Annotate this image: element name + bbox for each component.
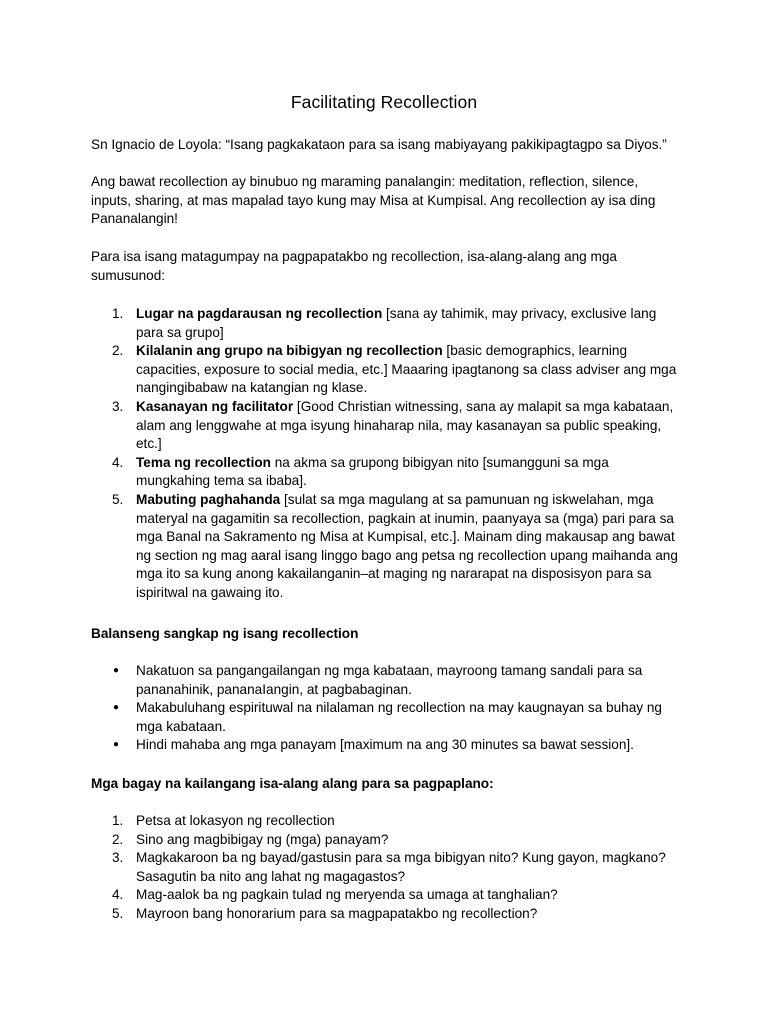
bullet-text: Makabuluhang espirituwal na nilalaman ng recollection na may kaugnayan sa buhay ng mga kabataan.	[136, 700, 662, 734]
list-item	[91, 812, 681, 831]
list-item	[91, 905, 681, 924]
list-item	[91, 305, 681, 342]
list-number: 1.	[112, 813, 124, 828]
list-item-text: Magkakaroon ba ng bayad/gastusin para sa mga bibigyan nito? Kung gayon, magkano? Sasagutin ba nito ang lahat ng magagastos?	[136, 850, 666, 884]
list-item	[91, 886, 681, 905]
list-number: 2.	[112, 343, 124, 359]
balance-bullet-list	[91, 662, 681, 755]
list-item-heading: Tema ng recollection	[136, 454, 271, 470]
bullet-item	[91, 699, 681, 736]
section-heading-planning: Mga bagay na kailangang isa-alang alang para sa pagpaplano:	[91, 776, 494, 791]
list-number: 5.	[112, 491, 124, 507]
quote-paragraph: Sn Ignacio de Loyola: “Isang pagkakataon para sa isang mabiyayang pakikipagtagpo sa Diyos.”	[91, 137, 667, 152]
list-item-text: na akma sa grupong bibigyan nito [sumangguni sa mga mungkahing tema sa ibaba].	[136, 454, 609, 489]
bullet-text: Nakatuon sa pangangailangan ng mga kabataan, mayroong tamang sandali para sa pananahinik, pananaIangin, at pagbabaginan.	[136, 663, 643, 697]
list-item-text: [sana ay tahimik, may privacy, exclusive lang para sa grupo]	[136, 306, 657, 340]
list-item-text: [basic demographics, learning capacities, exposure to social media, etc.] Maaaring ipagtanong sa class adviser ang mga nangingibabaw na katangian ng klase.	[136, 343, 677, 396]
list-item	[91, 491, 681, 603]
list-item-text: Mayroon bang honorarium para sa magpapatakbo ng recollection?	[136, 905, 538, 921]
list-number: 4.	[112, 454, 124, 470]
bullet-item	[91, 736, 681, 755]
bullet-item	[91, 662, 681, 699]
bullet-icon: ●	[113, 702, 120, 714]
list-number: 2.	[112, 831, 124, 847]
planning-list	[91, 812, 681, 924]
list-item-text: Sino ang magbibigay ng (mga) panayam?	[136, 831, 389, 847]
list-number: 1.	[112, 306, 124, 321]
list-item	[91, 454, 681, 491]
list-number: 4.	[112, 887, 124, 903]
list-item-text: Mag-aalok ba ng pagkain tulad ng meryenda sa umaga at tanghalian?	[136, 887, 558, 903]
list-item-heading: Kilalanin ang grupo na bibigyan ng recollection	[136, 343, 443, 359]
section-heading-balance: Balanseng sangkap ng isang recollection	[91, 626, 359, 641]
list-number: 3.	[112, 398, 124, 414]
intro-paragraph: Ang bawat recollection ay binubuo ng maraming panalangin: meditation, reflection, silence, inputs, sharing, at mas mapalad tayo kung may Misa at Kumpisal. Ang recollection ay isa ding Pananalangin!	[91, 174, 656, 227]
page-title: Facilitating Recollection	[290, 92, 478, 112]
list-item	[91, 342, 681, 398]
lead-in-paragraph: Para isa isang matagumpay na pagpapatakbo ng recollection, isa-alang-alang ang mga sumusunod:	[91, 249, 617, 283]
list-item-text: [sulat sa mga magulang at sa pamunuan ng iskwelahan, mga materyal na gagamitin sa recollection, pagkain at inumin, paanyaya sa (mga) pari para sa mga Banal na Sakramento ng Misa at Kumpisal, etc.]. Mainam ding makausap ang bawat ng section ng mag aaral isang linggo bago ang petsa ng recollection upang maihanda ang mga ito sa kung anong kakailanganin–at maging ng nararapat na disposisyon para sa ispiritwal na gawaing ito.	[136, 491, 678, 600]
list-item-heading: Mabuting paghahanda	[136, 491, 281, 507]
bullet-icon: ●	[113, 739, 120, 751]
list-item-text: [Good Christian witnessing, sana ay malapit sa mga kabataan, alam ang lenggwahe at mga isyung hinaharap nila, may kasanayan sa public speaking, etc.]	[136, 398, 674, 452]
list-item-heading: Lugar na pagdarausan ng recollection	[136, 306, 383, 321]
list-item	[91, 398, 681, 454]
list-number: 5.	[112, 905, 124, 921]
list-item	[91, 831, 681, 850]
bullet-text: Hindi mahaba ang mga panayam [maximum na ang 30 minutes sa bawat session].	[136, 737, 634, 753]
list-number: 3.	[112, 850, 124, 866]
list-item-text: Petsa at lokasyon ng recollection	[136, 813, 335, 828]
preparation-list	[91, 305, 681, 603]
list-item	[91, 849, 681, 886]
bullet-icon: ●	[113, 665, 120, 676]
list-item-heading: Kasanayan ng facilitator	[136, 398, 294, 414]
